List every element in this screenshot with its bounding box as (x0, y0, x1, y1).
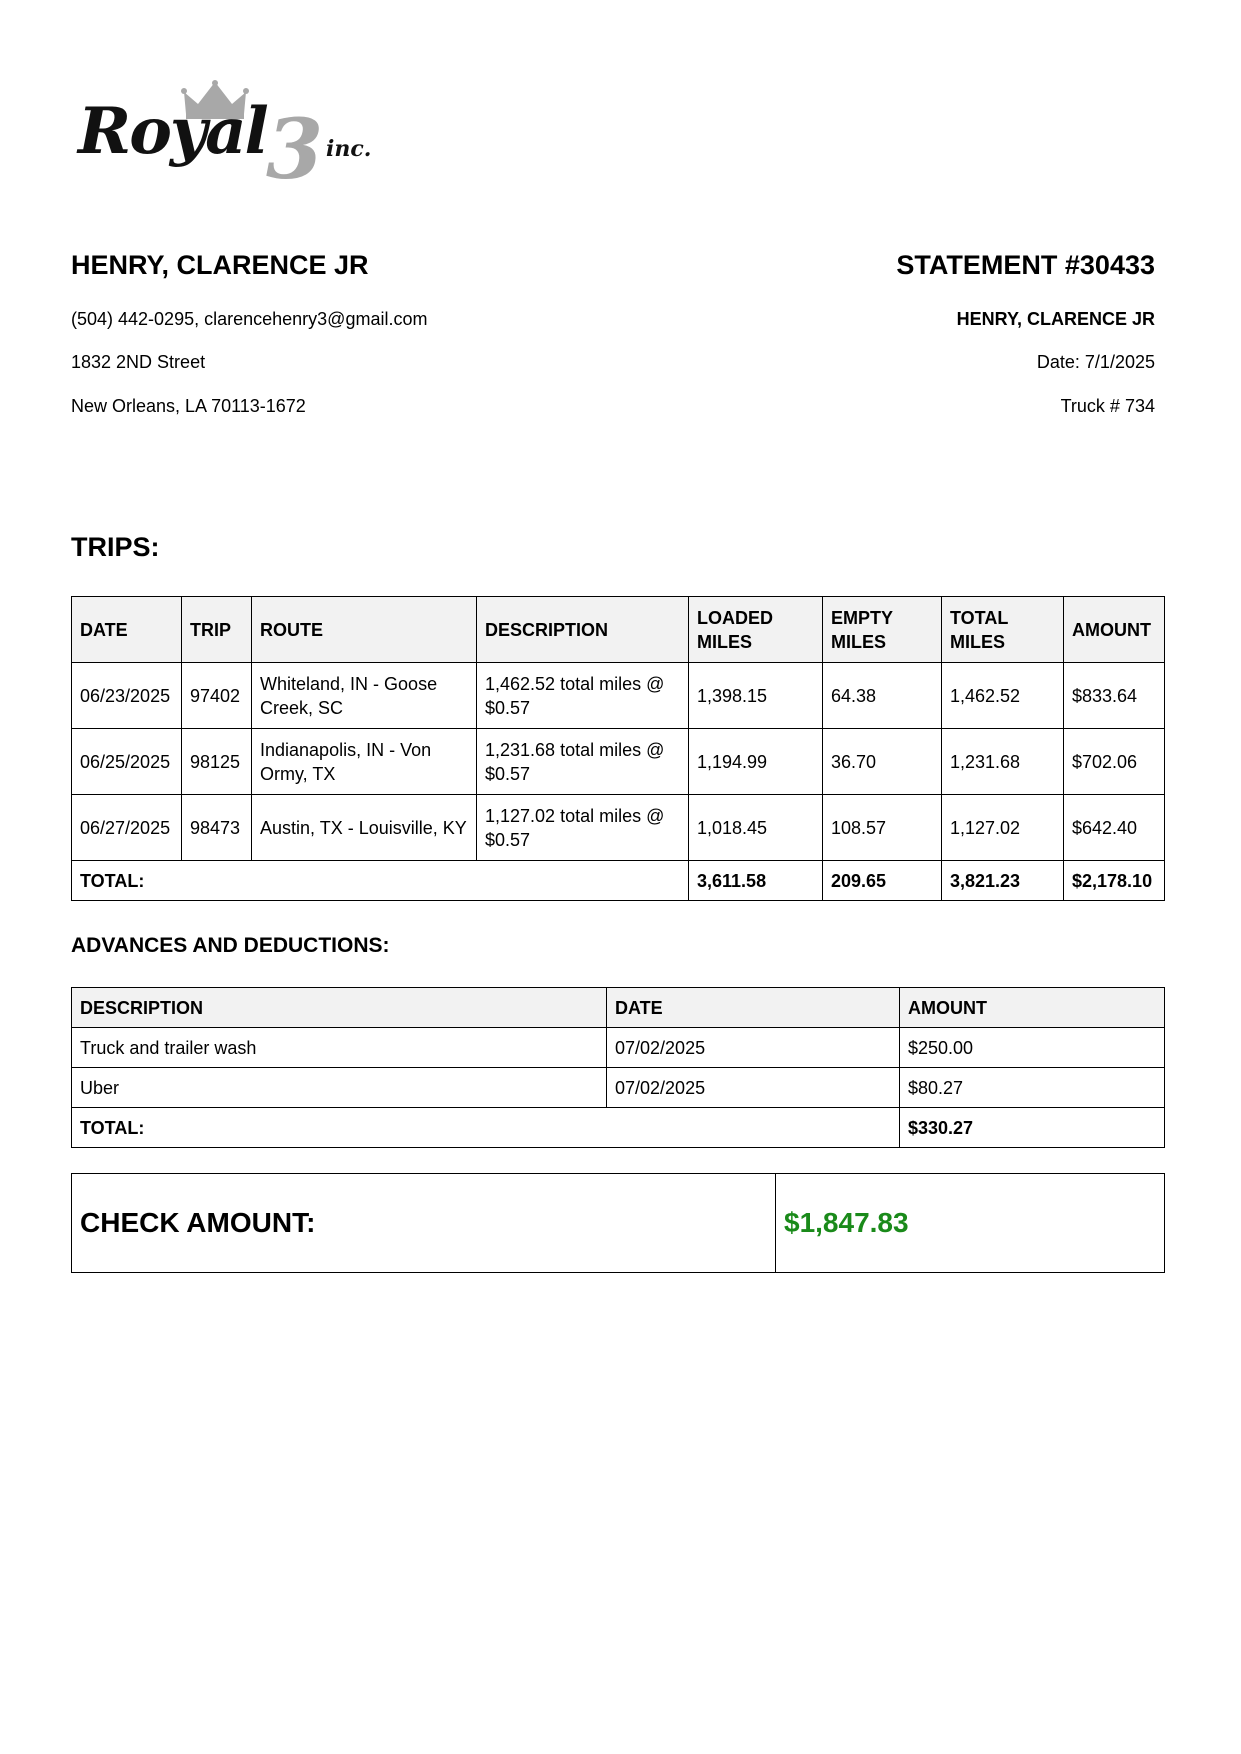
advances-table (71, 987, 1165, 1148)
total-amount: $330.27 (900, 1108, 1165, 1148)
check-amount-label: CHECK AMOUNT: (72, 1174, 776, 1273)
cell-loaded-miles: 1,018.45 (689, 795, 823, 861)
cell-amount: $702.06 (1064, 729, 1165, 795)
cell-date: 06/23/2025 (72, 663, 182, 729)
advances-header-row (72, 988, 1165, 1028)
logo-word: Royal (78, 94, 267, 169)
cell-trip: 98473 (182, 795, 252, 861)
statement-date (1037, 352, 1155, 373)
col-route: ROUTE (252, 597, 477, 663)
col-date: DATE (607, 988, 900, 1028)
statement-date-value: 7/1/2025 (1084, 352, 1155, 372)
statement-date-label: Date: (1036, 352, 1080, 372)
cell-description: 1,462.52 total miles @ $0.57 (477, 663, 689, 729)
trips-header-row (72, 597, 1165, 663)
cell-total-miles: 1,231.68 (942, 729, 1064, 795)
col-description: DESCRIPTION (72, 988, 607, 1028)
total-amount: $2,178.10 (1064, 861, 1165, 901)
cell-route: Indianapolis, IN - Von Ormy, TX (252, 729, 477, 795)
cell-amount: $250.00 (900, 1028, 1165, 1068)
driver-phone-email: (504) 442-0295, clarencehenry3@gmail.com (71, 309, 428, 329)
logo-number: 3 (266, 102, 324, 198)
cell-empty-miles: 36.70 (823, 729, 942, 795)
cell-date: 07/02/2025 (607, 1068, 900, 1108)
trips-table (71, 596, 1165, 901)
col-amount: AMOUNT (1064, 597, 1165, 663)
driver-city: New Orleans, LA 70113-1672 (71, 396, 306, 416)
statement-truck-label: Truck # (1060, 396, 1120, 416)
table-row (72, 795, 1165, 861)
statement-name: HENRY, CLARENCE JR (956, 309, 1155, 329)
col-amount: AMOUNT (900, 988, 1165, 1028)
advances-title: ADVANCES AND DEDUCTIONS: (71, 934, 390, 957)
cell-route: Austin, TX - Louisville, KY (252, 795, 477, 861)
total-label: TOTAL: (72, 861, 689, 901)
col-description: DESCRIPTION (477, 597, 689, 663)
cell-amount: $833.64 (1064, 663, 1165, 729)
cell-total-miles: 1,127.02 (942, 795, 1064, 861)
trips-total-row (72, 861, 1165, 901)
driver-name: HENRY, CLARENCE JR (71, 250, 369, 280)
statement-truck (1061, 396, 1155, 417)
check-row (72, 1174, 1165, 1273)
cell-empty-miles: 64.38 (823, 663, 942, 729)
cell-loaded-miles: 1,194.99 (689, 729, 823, 795)
cell-total-miles: 1,462.52 (942, 663, 1064, 729)
col-loaded-miles: LOADED MILES (689, 597, 823, 663)
table-row (72, 663, 1165, 729)
total-loaded-miles: 3,611.58 (689, 861, 823, 901)
cell-trip: 97402 (182, 663, 252, 729)
cell-amount: $642.40 (1064, 795, 1165, 861)
cell-date: 06/27/2025 (72, 795, 182, 861)
total-total-miles: 3,821.23 (942, 861, 1064, 901)
table-row (72, 1068, 1165, 1108)
cell-route: Whiteland, IN - Goose Creek, SC (252, 663, 477, 729)
logo-suffix: inc. (326, 136, 372, 162)
check-amount-box (71, 1173, 1165, 1273)
advances-total-row (72, 1108, 1165, 1148)
company-logo (78, 80, 388, 198)
cell-date: 07/02/2025 (607, 1028, 900, 1068)
table-row (72, 729, 1165, 795)
trips-title: TRIPS: (71, 532, 160, 562)
total-label: TOTAL: (72, 1108, 900, 1148)
col-trip: TRIP (182, 597, 252, 663)
cell-loaded-miles: 1,398.15 (689, 663, 823, 729)
cell-trip: 98125 (182, 729, 252, 795)
cell-description: Truck and trailer wash (72, 1028, 607, 1068)
cell-date: 06/25/2025 (72, 729, 182, 795)
total-empty-miles: 209.65 (823, 861, 942, 901)
cell-description: 1,231.68 total miles @ $0.57 (477, 729, 689, 795)
cell-description: Uber (72, 1068, 607, 1108)
col-date: DATE (72, 597, 182, 663)
col-total-miles: TOTAL MILES (942, 597, 1064, 663)
table-row (72, 1028, 1165, 1068)
check-amount-value: $1,847.83 (776, 1174, 1165, 1273)
cell-description: 1,127.02 total miles @ $0.57 (477, 795, 689, 861)
col-empty-miles: EMPTY MILES (823, 597, 942, 663)
driver-street: 1832 2ND Street (71, 352, 206, 372)
cell-amount: $80.27 (900, 1068, 1165, 1108)
statement-title: STATEMENT #30433 (896, 250, 1155, 280)
cell-empty-miles: 108.57 (823, 795, 942, 861)
statement-truck-value: 734 (1124, 396, 1155, 416)
